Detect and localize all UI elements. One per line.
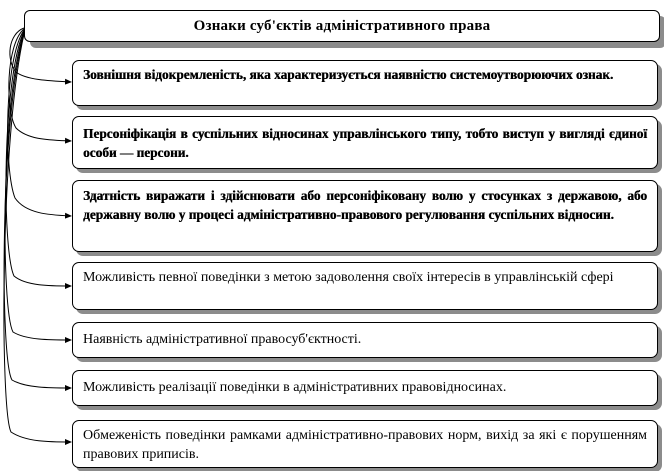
feature-text-2: Персоніфікація в суспільних відносинах управлінського типу, тобто виступ у вигляді єдиної особи — персони. xyxy=(83,126,647,160)
feature-text-6: Можливість реалізації поведінки в адміністративних правовідносинах. xyxy=(83,380,507,395)
feature-box-2 xyxy=(72,116,658,169)
feature-text-4: Можливість певної поведінки з метою задоволення своїх інтересів в управлінській сфері xyxy=(83,270,614,285)
feature-box-6 xyxy=(72,370,658,406)
connector-arrow-4 xyxy=(6,31,71,286)
diagram-title-box xyxy=(24,10,660,42)
feature-text-7: Обмеженість поведінки рамками адміністративно-правових норм, вихід за які є порушенням правових приписів. xyxy=(83,428,647,462)
feature-text-1: Зовнішня відокремленість, яка характеризується наявністю системоутворюючих ознак. xyxy=(83,67,614,82)
feature-box-7 xyxy=(72,420,658,468)
feature-box-4 xyxy=(72,262,658,310)
connector-arrow-7 xyxy=(4,34,71,442)
feature-text-3: Здатність виражати і здійснювати або персоніфіковану волю у стосунках з державою, або державну волю у процесі адміністративно-правового регулювання суспільних відносин. xyxy=(83,188,647,222)
feature-box-3 xyxy=(72,180,658,252)
diagram-title: Ознаки суб'єктів адміністративного права xyxy=(193,17,491,34)
feature-box-1 xyxy=(72,60,658,106)
connector-arrow-3 xyxy=(8,30,71,216)
feature-box-5 xyxy=(72,322,658,358)
feature-text-5: Наявність адміністративної правосуб'єктності. xyxy=(83,332,362,347)
connector-arrow-2 xyxy=(9,29,71,141)
connector-arrow-6 xyxy=(4,33,71,388)
connector-arrow-5 xyxy=(5,32,71,340)
